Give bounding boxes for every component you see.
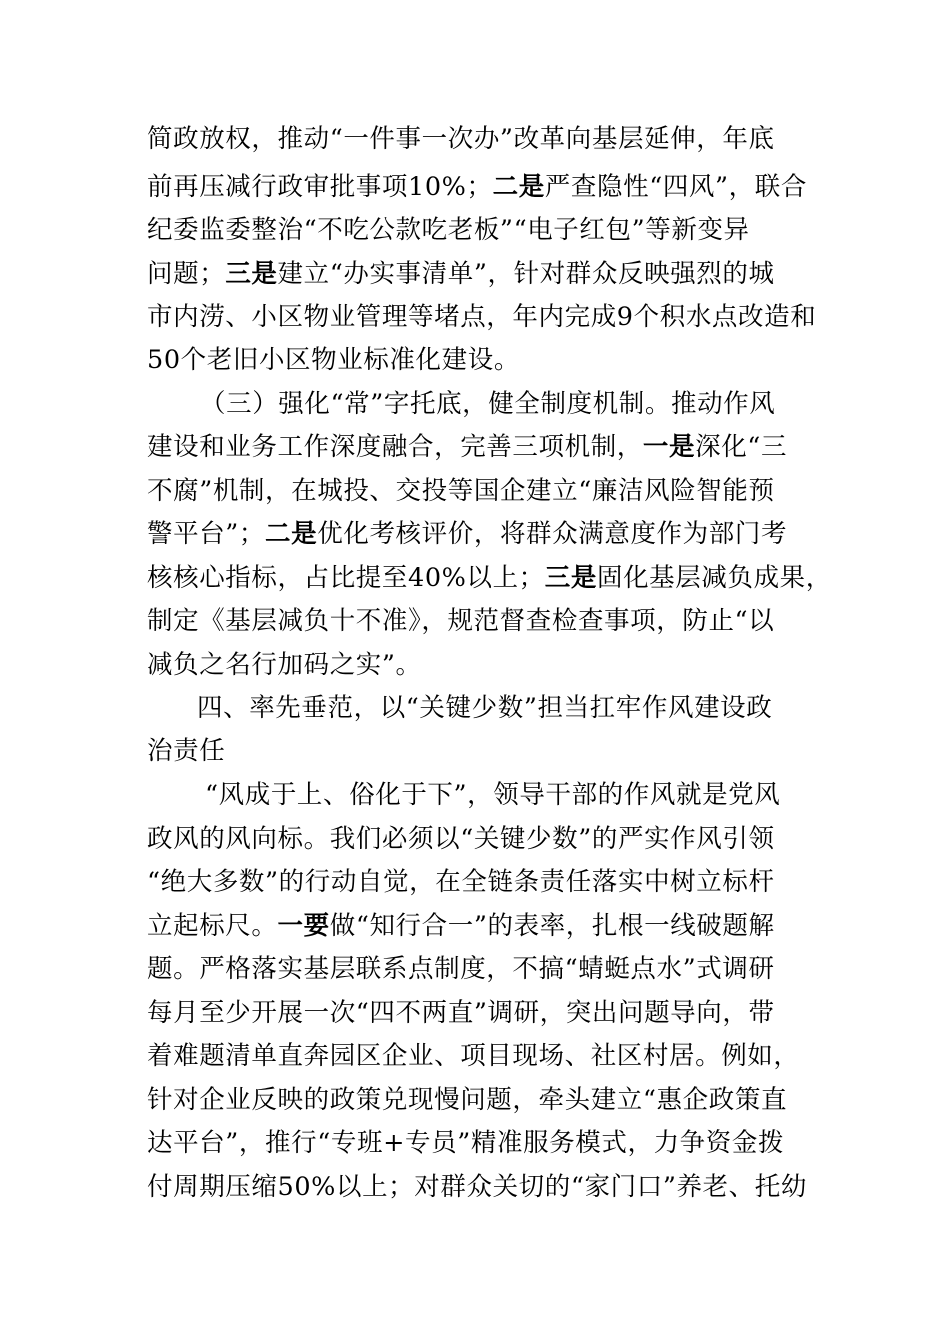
text-run: 每月至少开展一次“四不两直”调研，突出问题导向，带: [147, 998, 775, 1028]
text-run: 核核心指标，占比提至40%以上；: [147, 563, 545, 593]
text-line: [147, 257, 827, 291]
text-run: 政风的风向标。我们必须以“关键少数”的严实作风引领: [147, 824, 775, 854]
text-run: 不腐”机制，在城投、交投等国企建立“廉洁风险智能预: [147, 476, 775, 506]
bold-marker: 一是: [642, 432, 696, 462]
text-line: [147, 1083, 827, 1117]
text-run: 警平台”；: [147, 519, 266, 549]
text-run: 深化“三: [695, 432, 788, 462]
text-line: [147, 300, 827, 334]
text-run: 做“知行合一”的表率，扎根一线破题解: [329, 911, 775, 941]
text-run: 优化考核评价，将群众满意度作为部门考: [317, 519, 788, 549]
text-run: 固化基层减负成果，: [596, 563, 832, 593]
text-line: [147, 343, 827, 377]
text-line: [147, 517, 827, 551]
text-run: 制定《基层减负十不准》，规范督查检查事项，防止“以: [147, 606, 775, 636]
text-run: 建立“办实事清单”，针对群众反映强烈的城: [277, 259, 775, 289]
text-run: 市内涝、小区物业管理等堵点，年内完成9个积水点改造和: [147, 302, 817, 332]
text-line: [147, 822, 827, 856]
bold-marker: 一要: [277, 911, 330, 941]
text-line: [147, 996, 827, 1030]
bold-marker: 三是: [544, 563, 597, 593]
bold-marker: 二是: [492, 172, 545, 202]
text-run: 治责任: [147, 736, 226, 766]
text-run: 50个老旧小区物业标准化建设。: [147, 345, 520, 375]
text-line: [147, 474, 827, 508]
text-run: 纪委监委整治“不吃公款吃老板”“电子红包”等新变异: [147, 215, 750, 245]
text-run: 简政放权，推动“一件事一次办”改革向基层延伸，年底: [147, 124, 775, 154]
text-run: 减负之名行加码之实”。: [147, 650, 422, 680]
text-run: 严查隐性“四风”，联合: [544, 172, 807, 202]
text-run: 针对企业反映的政策兑现慢问题，牵头建立“惠企政策直: [147, 1085, 788, 1115]
text-line: [147, 1039, 827, 1073]
text-line: [147, 648, 827, 682]
text-line: [147, 1170, 827, 1204]
bold-marker: 二是: [265, 519, 318, 549]
text-line: [147, 909, 827, 943]
text-run: 四、率先垂范，以“关键少数”担当扛牢作风建设政: [197, 693, 773, 723]
text-line: [147, 561, 832, 595]
text-run: 题。严格落实基层联系点制度，不搞“蜻蜓点水”式调研: [147, 954, 775, 984]
text-run: 建设和业务工作深度融合，完善三项机制，: [147, 432, 643, 462]
text-line: [147, 1126, 827, 1160]
text-run: 着难题清单直奔园区企业、项目现场、社区村居。例如，: [147, 1041, 800, 1071]
section-heading: [197, 691, 877, 725]
text-run: 付周期压缩50%以上；对群众关切的“家门口”养老、托幼: [147, 1172, 807, 1202]
text-line: [147, 213, 827, 247]
text-run: 前再压减行政审批事项10%；: [147, 172, 493, 202]
text-run: 问题；: [147, 259, 226, 289]
text-line: [147, 430, 827, 464]
section-subheading: [200, 387, 880, 421]
text-run: “绝大多数”的行动自觉，在全链条责任落实中树立标杆: [147, 867, 775, 897]
text-line: [147, 865, 827, 899]
text-run: 立起标尺。: [147, 911, 278, 941]
bold-marker: 三是: [225, 259, 278, 289]
text-run: 达平台”，推行“专班+专员”精准服务模式，力争资金拨: [147, 1128, 785, 1158]
text-run: “风成于上、俗化于下”，领导干部的作风就是党风: [205, 780, 781, 810]
text-line: [147, 122, 827, 156]
text-line: [147, 170, 827, 204]
text-line: [147, 952, 827, 986]
text-line: [147, 604, 827, 638]
section-heading-continued: [147, 734, 827, 768]
text-run: （三）强化“常”字托底，健全制度机制。推动作风: [200, 389, 776, 419]
text-line: [205, 778, 885, 812]
